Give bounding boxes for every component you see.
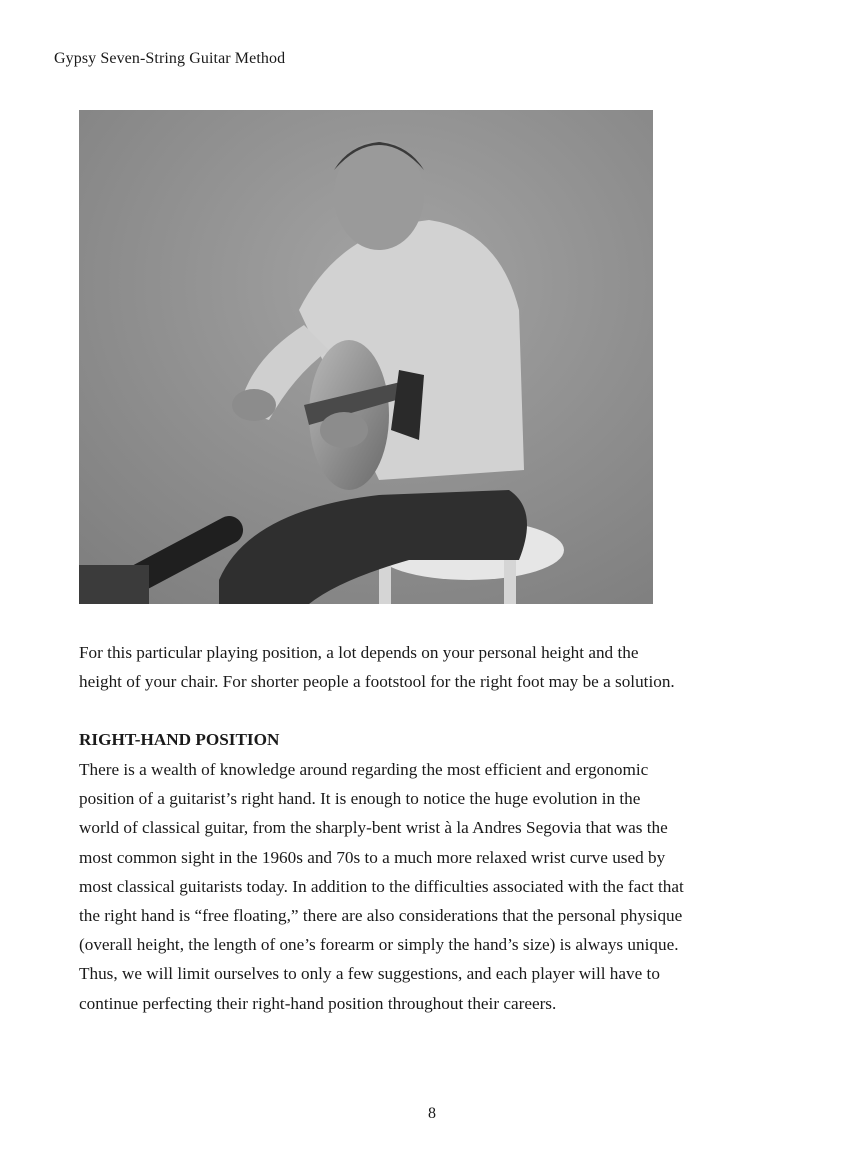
paragraph-line: For this particular playing position, a lot depends on your personal height and the <box>79 643 639 662</box>
paragraph-line: continue perfecting their right-hand position throughout their careers. <box>79 993 557 1013</box>
paragraph-line: the right hand is “free floating,” there are also considerations that the personal physique <box>79 906 683 926</box>
paragraph-line: height of your chair. For shorter people a footstool for the right foot may be a solution. <box>79 672 675 692</box>
page-number: 8 <box>428 1105 436 1122</box>
paragraph-line: There is a wealth of knowledge around regarding the most efficient and ergonomic <box>79 760 649 779</box>
running-header: Gypsy Seven-String Guitar Method <box>54 50 286 67</box>
paragraph-line: position of a guitarist’s right hand. It is enough to notice the huge evolution in the <box>79 789 641 809</box>
section-heading: RIGHT-HAND POSITION <box>79 730 280 749</box>
paragraph-line: most classical guitarists today. In addition to the difficulties associated with the fact that <box>79 876 684 896</box>
paragraph-line: world of classical guitar, from the sharply-bent wrist à la Andres Segovia that was the <box>79 818 668 838</box>
paragraph-line: most common sight in the 1960s and 70s to a much more relaxed wrist curve used by <box>79 847 666 867</box>
paragraph-line: Thus, we will limit ourselves to only a few suggestions, and each player will have to <box>79 964 660 984</box>
paragraph-line: (overall height, the length of one’s forearm or simply the hand’s size) is always unique. <box>79 935 679 955</box>
paragraph-2 <box>79 755 779 1018</box>
paragraph-1 <box>79 638 779 696</box>
guitarist-photo <box>79 110 653 604</box>
